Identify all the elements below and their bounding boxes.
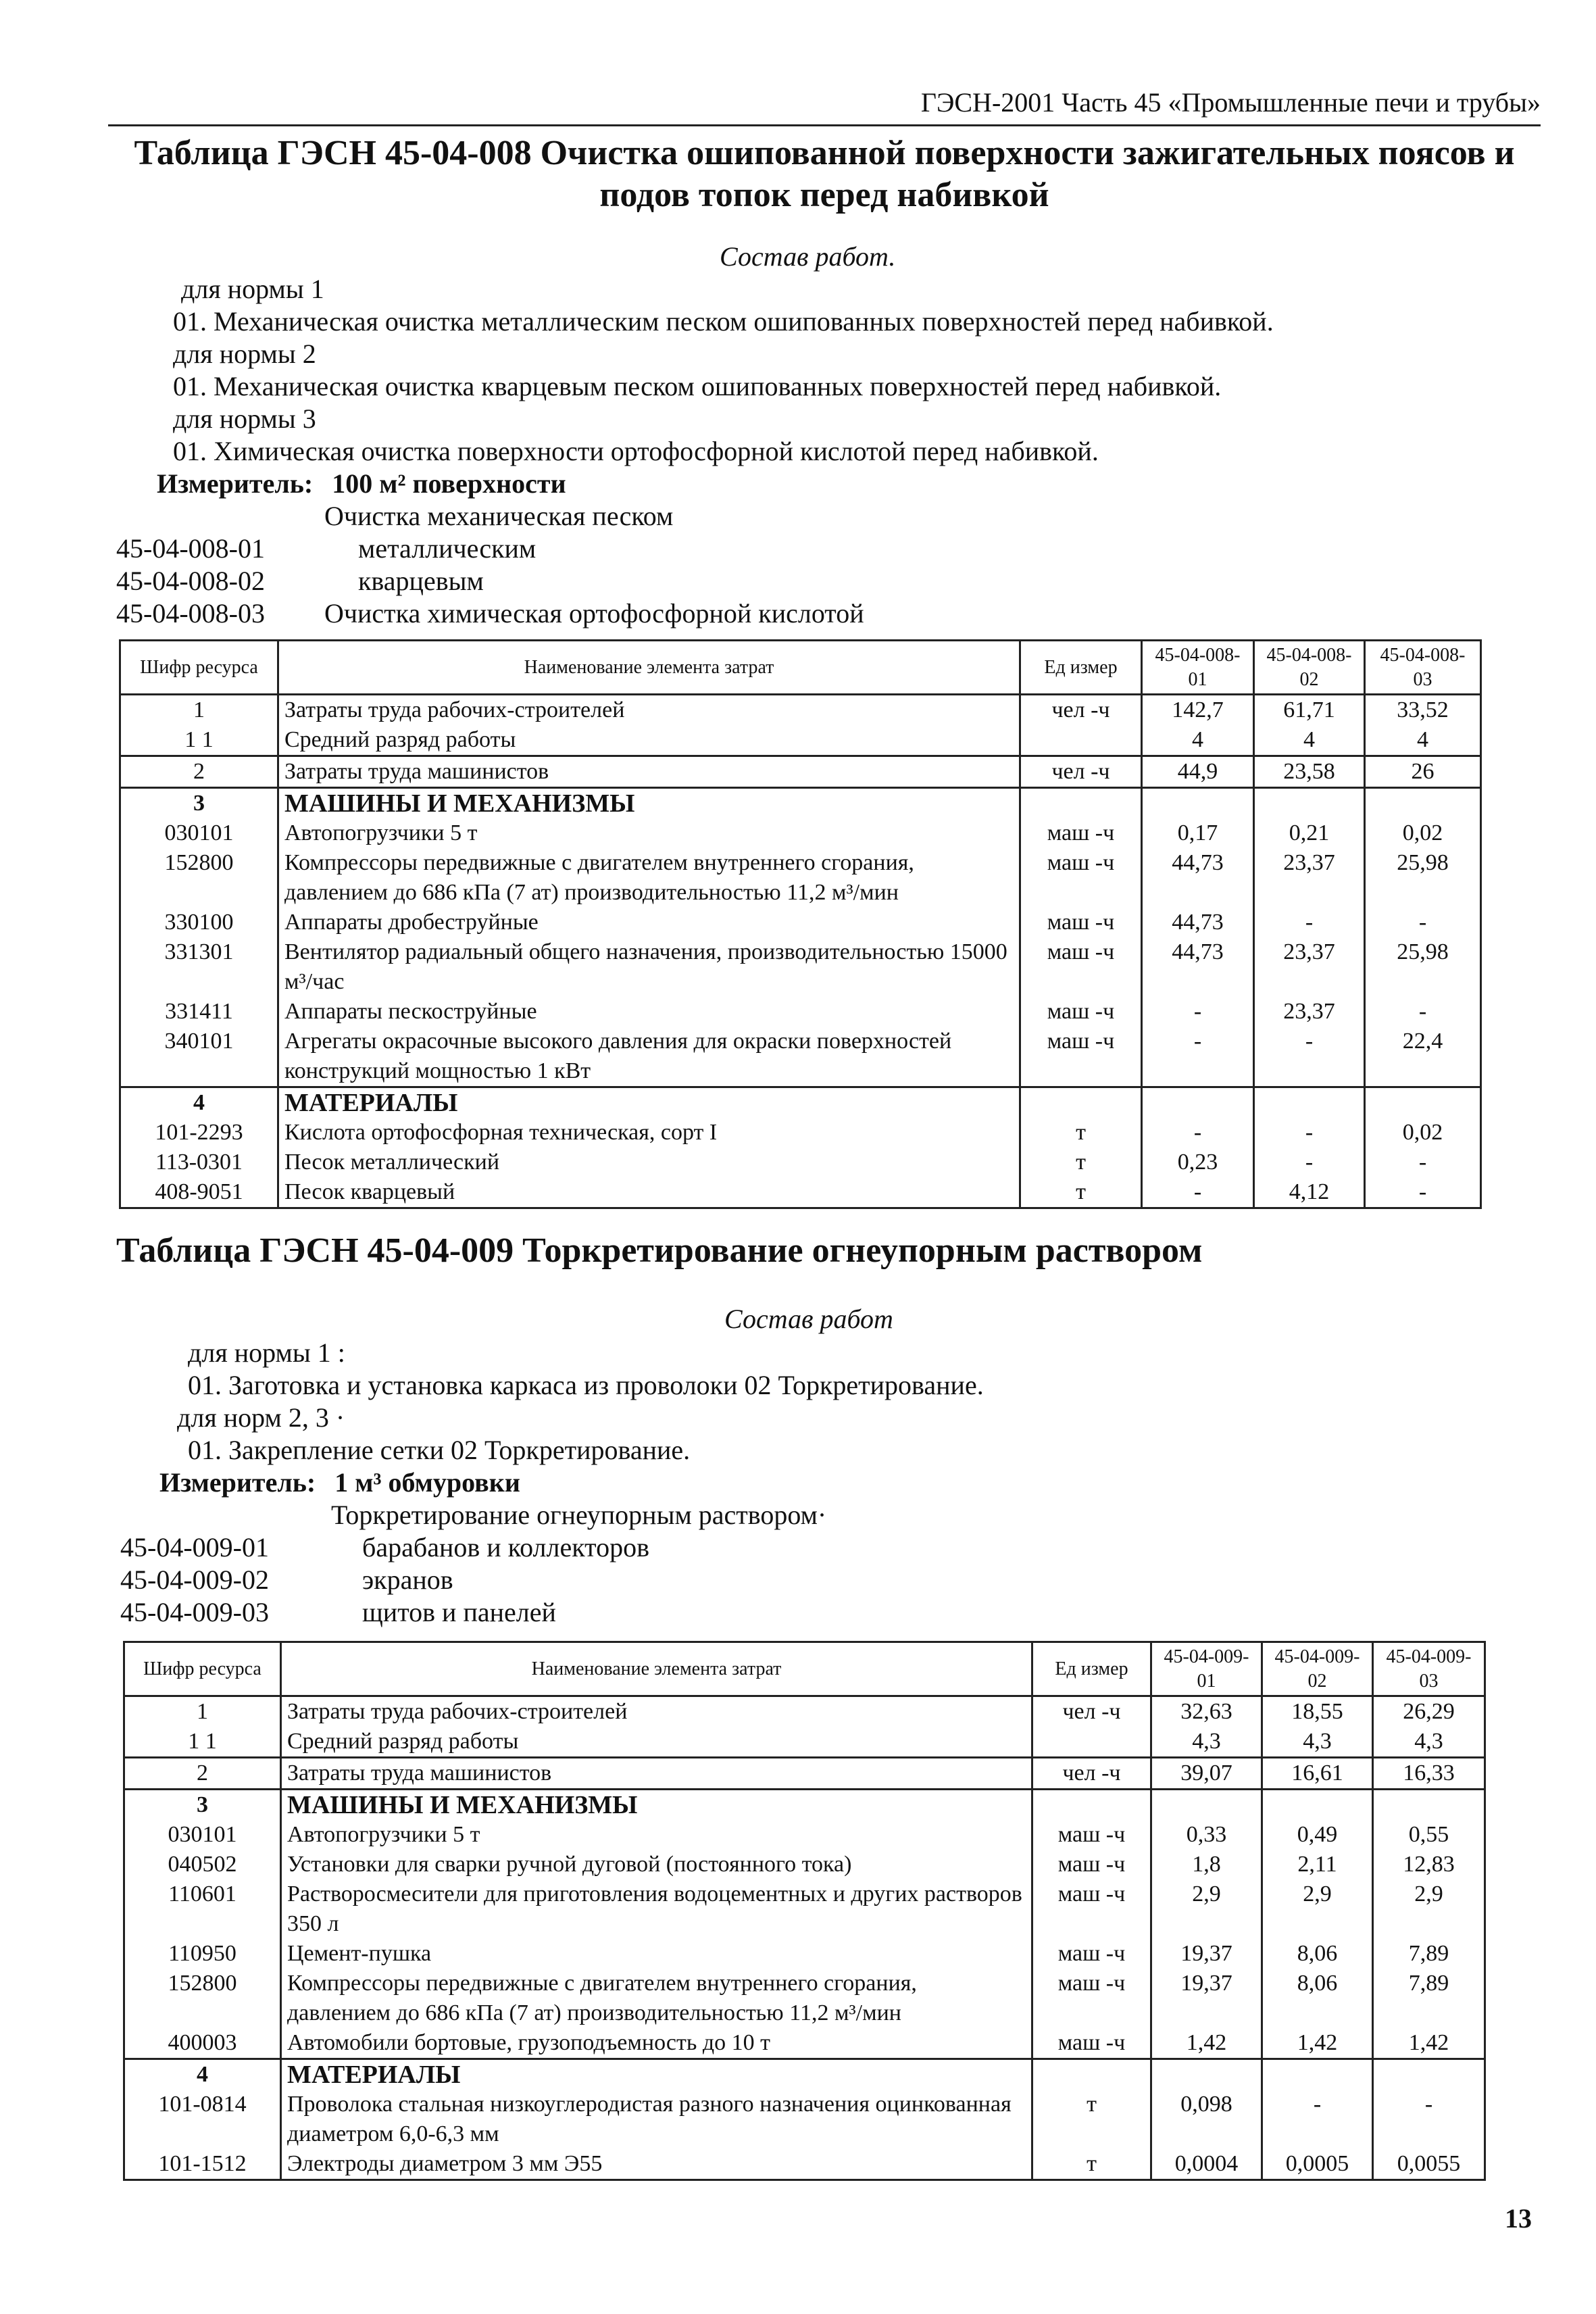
value-norm-2: 4: [1254, 725, 1365, 756]
table2-work-1: для нормы 1 :: [188, 1337, 345, 1368]
value-norm-3: 33,52: [1365, 695, 1481, 726]
resource-name: Автопогрузчики 5 т: [281, 1820, 1032, 1850]
table-row: [124, 2090, 1485, 2149]
resource-name: Песок кварцевый: [278, 1177, 1020, 1208]
resource-code: 3: [120, 788, 278, 819]
resource-code: 1 1: [120, 725, 278, 756]
table2-sostav: Состав работ: [724, 1304, 893, 1334]
table1-meter: [157, 468, 566, 499]
page-header: ГЭСН-2001 Часть 45 «Промышленные печи и трубы»: [920, 87, 1541, 118]
value-norm-3: -: [1373, 2090, 1485, 2149]
unit-cell: т: [1032, 2149, 1151, 2180]
resource-code: 330100: [120, 908, 278, 937]
value-norm-2: 0,49: [1262, 1820, 1373, 1850]
value-norm-1: 0,33: [1151, 1820, 1262, 1850]
table1-norm-code-1: 45-04-008-01: [116, 533, 265, 564]
page-number: 13: [1505, 2203, 1532, 2234]
unit-cell: маш -ч: [1020, 937, 1142, 997]
resource-name: Кислота ортофосфорная техническая, сорт I: [278, 1118, 1020, 1148]
value-norm-3: 26: [1365, 756, 1481, 788]
value-norm-1: -: [1142, 997, 1254, 1027]
resource-code: 101-2293: [120, 1118, 278, 1148]
unit-cell: чел -ч: [1032, 1758, 1151, 1790]
table-row: [124, 1820, 1485, 1850]
value-norm-1: 1,42: [1151, 2028, 1262, 2059]
value-norm-3: 25,98: [1365, 937, 1481, 997]
table2-norm-desc-3: щитов и панелей: [362, 1597, 556, 1627]
value-norm-1: 4: [1142, 725, 1254, 756]
col-head-norm-2: 45-04-008-02: [1254, 641, 1365, 695]
value-norm-3: [1365, 1087, 1481, 1118]
value-norm-3: 1,42: [1373, 2028, 1485, 2059]
table1-meter-value: 100 м² поверхности: [332, 468, 566, 499]
value-norm-2: -: [1262, 2090, 1373, 2149]
resource-code: 1 1: [124, 1727, 281, 1758]
table2-meter-label: Измеритель:: [159, 1467, 316, 1498]
value-norm-3: 0,0055: [1373, 2149, 1485, 2180]
value-norm-1: [1142, 788, 1254, 819]
value-norm-2: [1254, 788, 1365, 819]
table-row: [124, 1850, 1485, 1879]
value-norm-3: 0,02: [1365, 1118, 1481, 1148]
value-norm-3: 2,9: [1373, 1879, 1485, 1939]
table-row: [120, 1087, 1481, 1118]
table2-work-3: для норм 2, 3 ·: [177, 1402, 345, 1433]
value-norm-2: 23,37: [1254, 997, 1365, 1027]
resource-name: Агрегаты окрасочные высокого давления для окраски поверхностей конструкций мощностью 1 кВт: [278, 1027, 1020, 1087]
value-norm-2: 0,0005: [1262, 2149, 1373, 2180]
value-norm-2: 2,11: [1262, 1850, 1373, 1879]
table2-norm-code-1: 45-04-009-01: [120, 1532, 269, 1562]
table-row: [124, 1790, 1485, 1821]
col-head-norm-3: 45-04-009-03: [1373, 1642, 1485, 1696]
col-head-norm-2: 45-04-009-02: [1262, 1642, 1373, 1696]
table1-norm-code-3: 45-04-008-03: [116, 598, 265, 629]
col-head-norm-3: 45-04-008-03: [1365, 641, 1481, 695]
table2-norm-code-3: 45-04-009-03: [120, 1597, 269, 1627]
table2-meter: [159, 1467, 520, 1498]
col-head-code: Шифр ресурса: [120, 641, 278, 695]
resource-name: Затраты труда рабочих-строителей: [278, 695, 1020, 726]
value-norm-1: 44,73: [1142, 848, 1254, 908]
resource-code: 1: [120, 695, 278, 726]
value-norm-1: -: [1142, 1177, 1254, 1208]
value-norm-1: 44,73: [1142, 908, 1254, 937]
value-norm-1: 1,8: [1151, 1850, 1262, 1879]
value-norm-2: -: [1254, 908, 1365, 937]
resource-name: МАШИНЫ И МЕХАНИЗМЫ: [281, 1790, 1032, 1821]
col-head-unit: Ед измер: [1020, 641, 1142, 695]
value-norm-3: 7,89: [1373, 1969, 1485, 2028]
resource-name: Средний разряд работы: [281, 1727, 1032, 1758]
table1-group-heading: Очистка механическая песком: [324, 501, 674, 531]
resource-name: Установки для сварки ручной дуговой (постоянного тока): [281, 1850, 1032, 1879]
resource-code: 331301: [120, 937, 278, 997]
unit-cell: маш -ч: [1032, 1939, 1151, 1969]
table-row: [124, 2149, 1485, 2180]
resource-code: 408-9051: [120, 1177, 278, 1208]
resource-code: 2: [124, 1758, 281, 1790]
value-norm-1: 32,63: [1151, 1696, 1262, 1727]
resource-code: 040502: [124, 1850, 281, 1879]
resource-code: 101-1512: [124, 2149, 281, 2180]
table2-norm-desc-2: экранов: [362, 1565, 453, 1595]
value-norm-3: 12,83: [1373, 1850, 1485, 1879]
resource-name: Средний разряд работы: [278, 725, 1020, 756]
table2-work-4: 01. Закрепление сетки 02 Торкретирование.: [188, 1435, 691, 1465]
value-norm-2: 23,37: [1254, 848, 1365, 908]
resource-code: 110950: [124, 1939, 281, 1969]
unit-cell: маш -ч: [1020, 1027, 1142, 1087]
value-norm-2: 8,06: [1262, 1969, 1373, 2028]
resource-name: Затраты труда рабочих-строителей: [281, 1696, 1032, 1727]
table1-work-6: 01. Химическая очистка поверхности ортофосфорной кислотой перед набивкой.: [173, 436, 1099, 466]
value-norm-3: 7,89: [1373, 1939, 1485, 1969]
value-norm-1: 142,7: [1142, 695, 1254, 726]
value-norm-3: 26,29: [1373, 1696, 1485, 1727]
unit-cell: маш -ч: [1032, 2028, 1151, 2059]
table-row: [124, 1879, 1485, 1939]
value-norm-1: 2,9: [1151, 1879, 1262, 1939]
table-row: [120, 997, 1481, 1027]
resource-code: 2: [120, 756, 278, 788]
resource-code: 340101: [120, 1027, 278, 1087]
table-row: [120, 848, 1481, 908]
value-norm-3: -: [1365, 1148, 1481, 1177]
value-norm-1: -: [1142, 1118, 1254, 1148]
unit-cell: [1020, 725, 1142, 756]
resource-code: 101-0814: [124, 2090, 281, 2149]
value-norm-3: 0,55: [1373, 1820, 1485, 1850]
value-norm-1: 19,37: [1151, 1939, 1262, 1969]
unit-cell: [1020, 788, 1142, 819]
value-norm-3: -: [1365, 908, 1481, 937]
table1-sostav: Состав работ.: [720, 241, 896, 272]
unit-cell: маш -ч: [1020, 908, 1142, 937]
resource-code: 1: [124, 1696, 281, 1727]
value-norm-2: 8,06: [1262, 1939, 1373, 1969]
value-norm-3: [1365, 788, 1481, 819]
resource-name: МАТЕРИАЛЫ: [281, 2059, 1032, 2090]
resource-code: 030101: [120, 818, 278, 848]
table-row: [124, 1727, 1485, 1758]
resource-name: Затраты труда машинистов: [278, 756, 1020, 788]
resource-name: Аппараты пескоструйные: [278, 997, 1020, 1027]
resource-name: Аппараты дробеструйные: [278, 908, 1020, 937]
resource-code: 331411: [120, 997, 278, 1027]
table1-norm-desc-3: Очистка химическая ортофосфорной кислотой: [324, 598, 864, 629]
value-norm-1: 44,73: [1142, 937, 1254, 997]
value-norm-1: [1151, 2059, 1262, 2090]
unit-cell: [1020, 1087, 1142, 1118]
unit-cell: маш -ч: [1032, 1969, 1151, 2028]
table2-norm-desc-1: барабанов и коллекторов: [362, 1532, 649, 1562]
resource-code: 152800: [124, 1969, 281, 2028]
table-row: [120, 756, 1481, 788]
value-norm-2: 18,55: [1262, 1696, 1373, 1727]
table-row: [124, 1969, 1485, 2028]
table1-title: [108, 132, 1541, 216]
col-head-code: Шифр ресурса: [124, 1642, 281, 1696]
table-row: [120, 788, 1481, 819]
table-row: [124, 2028, 1485, 2059]
unit-cell: маш -ч: [1020, 848, 1142, 908]
table1-work-5: для нормы 3: [173, 403, 316, 434]
table-row: [124, 1939, 1485, 1969]
value-norm-1: 0,17: [1142, 818, 1254, 848]
value-norm-1: -: [1142, 1027, 1254, 1087]
value-norm-2: -: [1254, 1148, 1365, 1177]
unit-cell: маш -ч: [1032, 1850, 1151, 1879]
resource-code: 152800: [120, 848, 278, 908]
col-head-unit: Ед измер: [1032, 1642, 1151, 1696]
col-head-norm-1: 45-04-008-01: [1142, 641, 1254, 695]
value-norm-1: 19,37: [1151, 1969, 1262, 2028]
table1-title-line1: Таблица ГЭСН 45-04-008 Очистка ошипованной поверхности зажигательных поясов и: [134, 134, 1515, 172]
resource-code: 030101: [124, 1820, 281, 1850]
table-row: [120, 818, 1481, 848]
table-row: [120, 908, 1481, 937]
table1-norm-desc-1: металлическим: [358, 533, 537, 564]
table-row: [120, 725, 1481, 756]
value-norm-3: [1373, 2059, 1485, 2090]
resource-name: Затраты труда машинистов: [281, 1758, 1032, 1790]
unit-cell: [1032, 1727, 1151, 1758]
resource-code: 4: [120, 1087, 278, 1118]
value-norm-1: 44,9: [1142, 756, 1254, 788]
table1-work-4: 01. Механическая очистка кварцевым песком ошипованных поверхностей перед набивкой.: [173, 371, 1222, 401]
resource-code: 4: [124, 2059, 281, 2090]
value-norm-3: 4: [1365, 725, 1481, 756]
table-row: [120, 695, 1481, 726]
value-norm-2: -: [1254, 1027, 1365, 1087]
resource-code: 400003: [124, 2028, 281, 2059]
table2-grid: [123, 1641, 1486, 2181]
unit-cell: т: [1032, 2090, 1151, 2149]
resource-name: Растворосмесители для приготовления водоцементных и других растворов 350 л: [281, 1879, 1032, 1939]
value-norm-3: -: [1365, 1177, 1481, 1208]
unit-cell: чел -ч: [1020, 756, 1142, 788]
table2-meter-value: 1 м³ обмуровки: [334, 1467, 520, 1498]
value-norm-2: [1262, 1790, 1373, 1821]
resource-name: Компрессоры передвижные с двигателем внутреннего сгорания, давлением до 686 кПа (7 ат) производительностью 11,2 м³/мин: [281, 1969, 1032, 2028]
value-norm-1: 0,23: [1142, 1148, 1254, 1177]
value-norm-1: 39,07: [1151, 1758, 1262, 1790]
table-row: [120, 937, 1481, 997]
value-norm-3: 0,02: [1365, 818, 1481, 848]
table-row: [120, 1027, 1481, 1087]
resource-code: 113-0301: [120, 1148, 278, 1177]
value-norm-3: 4,3: [1373, 1727, 1485, 1758]
value-norm-2: 23,37: [1254, 937, 1365, 997]
unit-cell: маш -ч: [1032, 1820, 1151, 1850]
resource-code: 3: [124, 1790, 281, 1821]
unit-cell: маш -ч: [1032, 1879, 1151, 1939]
table2-body: [124, 1696, 1485, 2180]
value-norm-2: 4,12: [1254, 1177, 1365, 1208]
table1-work-1: для нормы 1: [181, 274, 324, 304]
table1-meter-label: Измеритель:: [157, 468, 314, 499]
value-norm-3: [1373, 1790, 1485, 1821]
unit-cell: чел -ч: [1032, 1696, 1151, 1727]
table-row: [120, 1177, 1481, 1208]
table1-work-2: 01. Механическая очистка металлическим песком ошипованных поверхностей перед набивкой.: [173, 306, 1274, 337]
value-norm-2: [1254, 1087, 1365, 1118]
resource-name: Компрессоры передвижные с двигателем внутреннего сгорания, давлением до 686 кПа (7 ат) производительностью 11,2 м³/мин: [278, 848, 1020, 908]
resource-name: МАШИНЫ И МЕХАНИЗМЫ: [278, 788, 1020, 819]
table-row: [120, 1148, 1481, 1177]
value-norm-2: 0,21: [1254, 818, 1365, 848]
resource-name: Автомобили бортовые, грузоподъемность до 10 т: [281, 2028, 1032, 2059]
resource-name: Электроды диаметром 3 мм Э55: [281, 2149, 1032, 2180]
value-norm-3: 22,4: [1365, 1027, 1481, 1087]
resource-name: Вентилятор радиальный общего назначения, производительностью 15000 м³/час: [278, 937, 1020, 997]
resource-name: Проволока стальная низкоуглеродистая разного назначения оцинкованная диаметром 6,0-6,3 мм: [281, 2090, 1032, 2149]
table2-work-2: 01. Заготовка и установка каркаса из проволоки 02 Торкретирование.: [188, 1370, 984, 1400]
table2-group-heading: Торкретирование огнеупорным раствором·: [331, 1500, 827, 1530]
table1-title-line2: подов топок перед набивкой: [599, 176, 1049, 214]
resource-name: Цемент-пушка: [281, 1939, 1032, 1969]
value-norm-2: 2,9: [1262, 1879, 1373, 1939]
unit-cell: [1032, 2059, 1151, 2090]
col-head-name: Наименование элемента затрат: [278, 641, 1020, 695]
value-norm-3: -: [1365, 997, 1481, 1027]
table1-body: [120, 695, 1481, 1208]
table1-work-3: для нормы 2: [173, 339, 316, 369]
resource-code: 110601: [124, 1879, 281, 1939]
table-row: [124, 1696, 1485, 1727]
unit-cell: т: [1020, 1148, 1142, 1177]
value-norm-1: [1142, 1087, 1254, 1118]
value-norm-1: [1151, 1790, 1262, 1821]
unit-cell: маш -ч: [1020, 818, 1142, 848]
value-norm-2: 4,3: [1262, 1727, 1373, 1758]
value-norm-1: 0,098: [1151, 2090, 1262, 2149]
value-norm-2: [1262, 2059, 1373, 2090]
table-row: [124, 1758, 1485, 1790]
value-norm-2: 61,71: [1254, 695, 1365, 726]
table1-grid: [119, 639, 1482, 1209]
resource-name: МАТЕРИАЛЫ: [278, 1087, 1020, 1118]
resource-name: Песок металлический: [278, 1148, 1020, 1177]
table1-norm-code-2: 45-04-008-02: [116, 566, 265, 596]
col-head-norm-1: 45-04-009-01: [1151, 1642, 1262, 1696]
unit-cell: т: [1020, 1118, 1142, 1148]
value-norm-2: 16,61: [1262, 1758, 1373, 1790]
table2-title: Таблица ГЭСН 45-04-009 Торкретирование огнеупорным раствором: [116, 1231, 1203, 1270]
value-norm-2: 23,58: [1254, 756, 1365, 788]
table1-norm-desc-2: кварцевым: [358, 566, 484, 596]
resource-name: Автопогрузчики 5 т: [278, 818, 1020, 848]
value-norm-2: 1,42: [1262, 2028, 1373, 2059]
table2-norm-code-2: 45-04-009-02: [120, 1565, 269, 1595]
value-norm-1: 4,3: [1151, 1727, 1262, 1758]
value-norm-1: 0,0004: [1151, 2149, 1262, 2180]
table-row: [120, 1118, 1481, 1148]
unit-cell: т: [1020, 1177, 1142, 1208]
table-row: [124, 2059, 1485, 2090]
unit-cell: маш -ч: [1020, 997, 1142, 1027]
unit-cell: чел -ч: [1020, 695, 1142, 726]
header-rule: [108, 124, 1541, 126]
value-norm-3: 16,33: [1373, 1758, 1485, 1790]
unit-cell: [1032, 1790, 1151, 1821]
value-norm-3: 25,98: [1365, 848, 1481, 908]
col-head-name: Наименование элемента затрат: [281, 1642, 1032, 1696]
value-norm-2: -: [1254, 1118, 1365, 1148]
